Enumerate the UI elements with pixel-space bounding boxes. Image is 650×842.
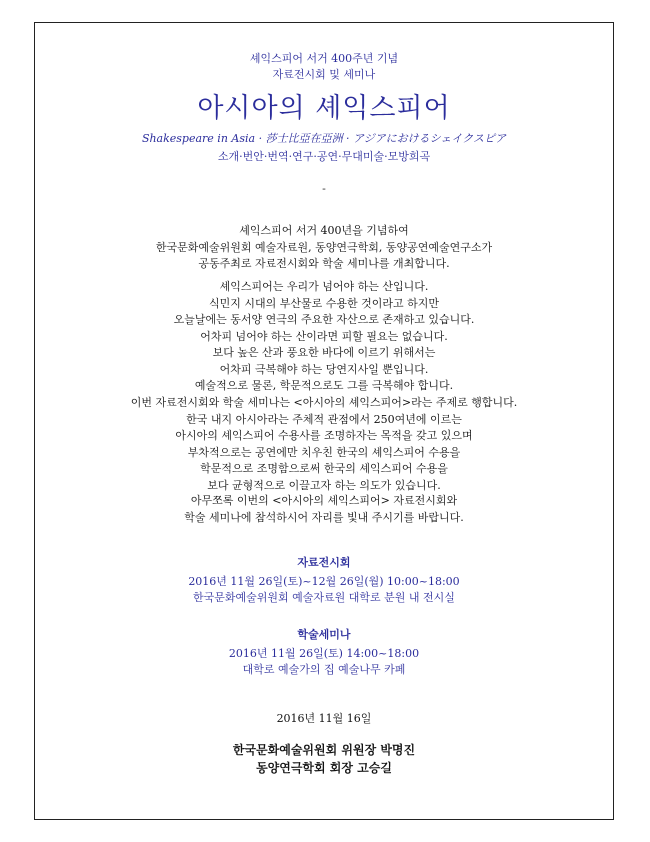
- genres-line: 소개·번안·번역·연구·공연·무대미술·모방희곡: [217, 150, 431, 163]
- subtitle-line-1: 셰익스피어 서거 400주년 기념: [249, 52, 399, 65]
- seminar-venue: 대학로 예술가의 집 예술나무 카페: [242, 663, 406, 676]
- exhibition-venue: 한국문화예술위원회 예술자료원 대학로 분원 내 전시실: [193, 591, 455, 604]
- document-frame: [34, 22, 614, 820]
- paragraph-line: 한국 내지 아시아라는 주체적 관점에서 250여년에 이르는: [186, 412, 462, 426]
- issue-date: 2016년 11월 16일: [276, 712, 372, 725]
- paragraph-line: 오늘날에는 동서양 연극의 주요한 자산으로 존재하고 있습니다.: [173, 313, 475, 326]
- paragraph-line: 이번 자료전시회와 학술 세미나는 <아시아의 셰익스피어>라는 주제로 행합니다.: [130, 396, 518, 409]
- seminar-title: 학술세미나: [297, 628, 351, 641]
- paragraph-line: 공동주최로 자료전시회와 학술 세미나를 개최합니다.: [198, 257, 450, 270]
- paragraph-line: 식민지 시대의 부산물로 수용한 것이라고 하지만: [208, 296, 439, 310]
- signature-2: 동양연극학회 회장 고승길: [256, 761, 392, 775]
- separator-dash: -: [322, 182, 326, 195]
- page-title: 아시아의 셰익스피어: [197, 93, 451, 124]
- seminar-date: 2016년 11월 26일(토) 14:00~18:00: [228, 647, 420, 660]
- subtitle-line-2: 자료전시회 및 세미나: [272, 68, 376, 81]
- signature-1: 한국문화예술위원회 위원장 박명진: [232, 743, 416, 757]
- paragraph-line: 한국문화예술위원회 예술자료원, 동양연극학회, 동양공연예술연구소가: [155, 240, 493, 254]
- paragraph-line: 보다 균형적으로 이끌고자 하는 의도가 있습니다.: [207, 478, 441, 492]
- paragraph-line: 예술적으로 물론, 학문적으로도 그를 극복해야 합니다.: [194, 379, 454, 392]
- paragraph-line: 부차적으로는 공연에만 치우친 한국의 셰익스피어 수용을: [187, 445, 461, 459]
- paragraph-4: [35, 493, 613, 526]
- paragraph-line: 아시아의 셰익스피어 수용사를 조명하자는 목적을 갖고 있으며: [175, 429, 473, 442]
- multilingual-title: Shakespeare in Asia · 莎士比亞在亞洲 · アジアにおけるシェイクスピア: [141, 132, 507, 145]
- paragraph-line: 어차피 극복해야 하는 당연지사일 뿐입니다.: [219, 362, 429, 376]
- paragraph-line: 어차피 넘어야 하는 산이라면 피할 필요는 없습니다.: [200, 329, 448, 343]
- exhibition-date: 2016년 11월 26일(토)~12월 26일(월) 10:00~18:00: [188, 575, 460, 588]
- paragraph-3: [35, 395, 613, 494]
- paragraph-line: 아무쪼록 이번의 <아시아의 셰익스피어> 자료전시회와: [190, 494, 458, 507]
- paragraph-line: 학술 세미나에 참석하시어 자리를 빛내 주시기를 바랍니다.: [184, 510, 464, 524]
- exhibition-title: 자료전시회: [297, 556, 351, 569]
- paragraph-2: [35, 279, 613, 395]
- paragraph-line: 셰익스피어는 우리가 넘어야 하는 산입니다.: [219, 280, 429, 293]
- paragraph-line: 보다 높은 산과 풍요한 바다에 이르기 위해서는: [212, 346, 436, 359]
- paragraph-line: 셰익스피어 서거 400년을 기념하여: [239, 224, 409, 237]
- paragraph-1: [35, 223, 613, 273]
- paragraph-line: 학문적으로 조명함으로써 한국의 셰익스피어 수용을: [200, 462, 448, 475]
